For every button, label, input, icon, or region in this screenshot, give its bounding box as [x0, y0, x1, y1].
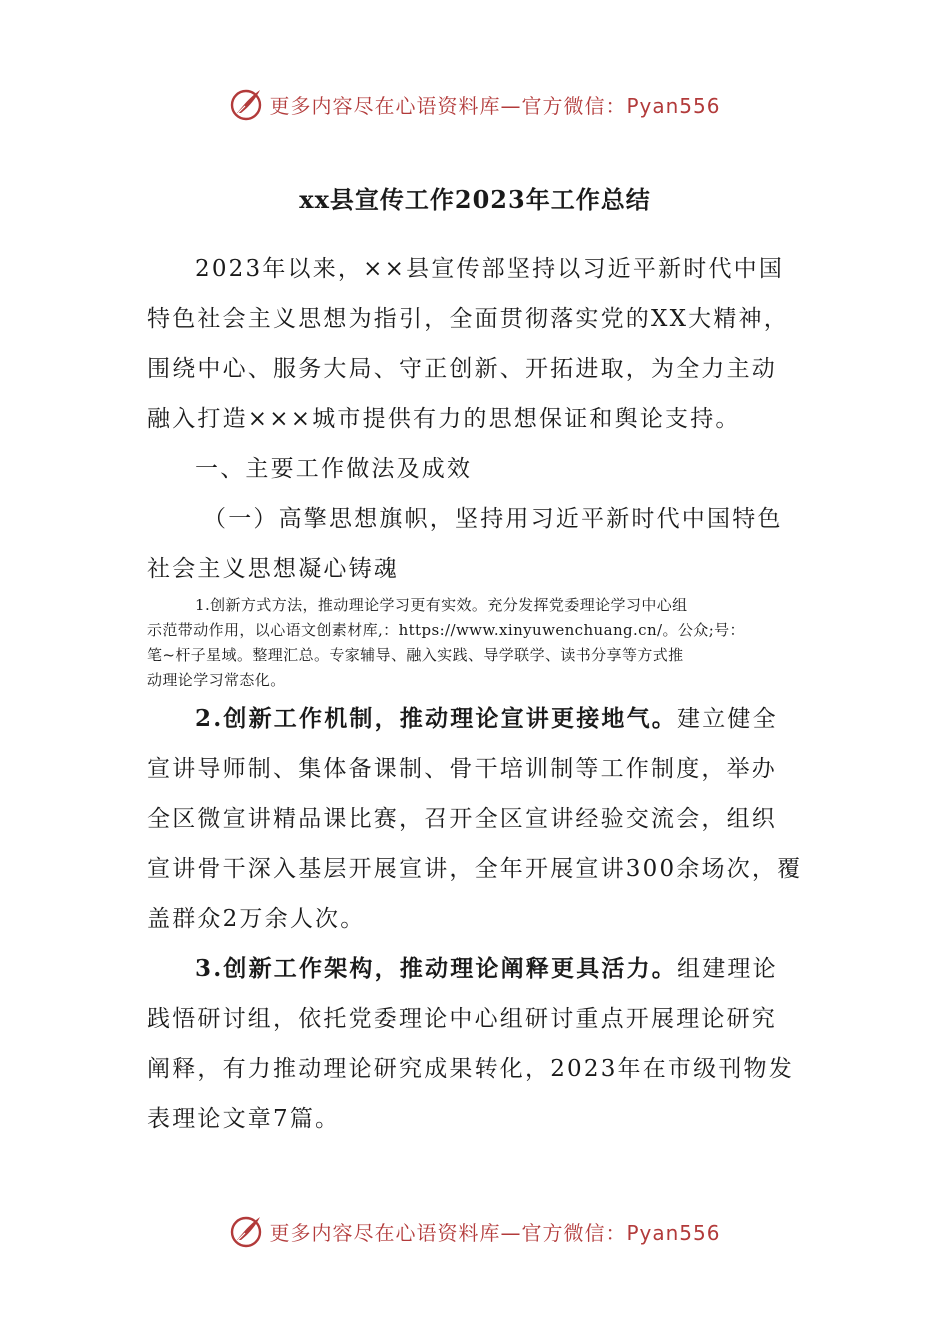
subsection-line: （一）高擎思想旗帜，坚持用习近平新时代中国特色: [203, 506, 783, 532]
paragraph-line: 表理论文章7篇。: [147, 1106, 341, 1132]
paragraph-line: [147, 944, 807, 994]
item-3-line-rest: 组建理论: [677, 956, 778, 982]
paragraph-line: 1.创新方式方法，推动理论学习更有实效。充分发挥党委理论学习中心组: [195, 596, 688, 614]
paragraph-line: 践悟研讨组，依托党委理论中心组研讨重点开展理论研究: [147, 1006, 777, 1032]
paragraph-line: 宣讲导师制、集体备课制、骨干培训制等工作制度，举办: [147, 756, 777, 782]
quill-logo-icon: [229, 86, 265, 122]
quill-logo-icon: [229, 1213, 265, 1249]
subsection-line: 社会主义思想凝心铸魂: [147, 556, 399, 582]
paragraph-line: [147, 694, 807, 744]
section-heading-text: 一、主要工作做法及成效: [195, 456, 473, 482]
paragraph-line: 宣讲骨干深入基层开展宣讲，全年开展宣讲300余场次，覆: [147, 856, 803, 882]
document-title: xx县宣传工作2023年工作总结: [299, 185, 651, 214]
intro-paragraph: [147, 244, 807, 444]
item-1-paragraph: [147, 593, 812, 693]
paragraph-line: 盖群众2万余人次。: [147, 906, 366, 932]
item-3-paragraph: [147, 944, 807, 1144]
watermark-text: 更多内容尽在心语资料库—官方微信：Pyan556: [269, 93, 721, 118]
item-2-line-rest: 建立健全: [677, 706, 778, 732]
item-2-heading: 2.创新工作机制，推动理论宣讲更接地气。: [195, 705, 678, 732]
item-2-paragraph: [147, 694, 807, 944]
paragraph-line: 动理论学习常态化。: [147, 671, 286, 689]
paragraph-line: 示范带动作用，以心语文创素材库,：https://www.xinyuwenchuang.cn/。公众;号：: [147, 621, 745, 639]
section-heading: [147, 444, 807, 494]
subsection-heading: [147, 494, 807, 594]
paragraph-line: 围绕中心、服务大局、守正创新、开拓进取，为全力主动: [147, 356, 777, 382]
paragraph-line: 融入打造×××城市提供有力的思想保证和舆论支持。: [147, 406, 741, 432]
paragraph-line: 特色社会主义思想为指引，全面贯彻落实党的XX大精神，: [147, 306, 789, 332]
paragraph-line: 全区微宣讲精品课比赛，召开全区宣讲经验交流会，组织: [147, 806, 777, 832]
watermark-text: 更多内容尽在心语资料库—官方微信：Pyan556: [269, 1220, 721, 1245]
footer-watermark: [0, 1211, 950, 1251]
paragraph-line: 笔~杆子星域。整理汇总。专家辅导、融入实践、导学联学、读书分享等方式推: [147, 646, 684, 664]
item-3-heading: 3.创新工作架构，推动理论阐释更具活力。: [195, 955, 678, 982]
paragraph-line: 阐释，有力推动理论研究成果转化，2023年在市级刊物发: [147, 1056, 794, 1082]
paragraph-line: 2023年以来，××县宣传部坚持以习近平新时代中国: [195, 256, 785, 282]
header-watermark: [0, 84, 950, 124]
